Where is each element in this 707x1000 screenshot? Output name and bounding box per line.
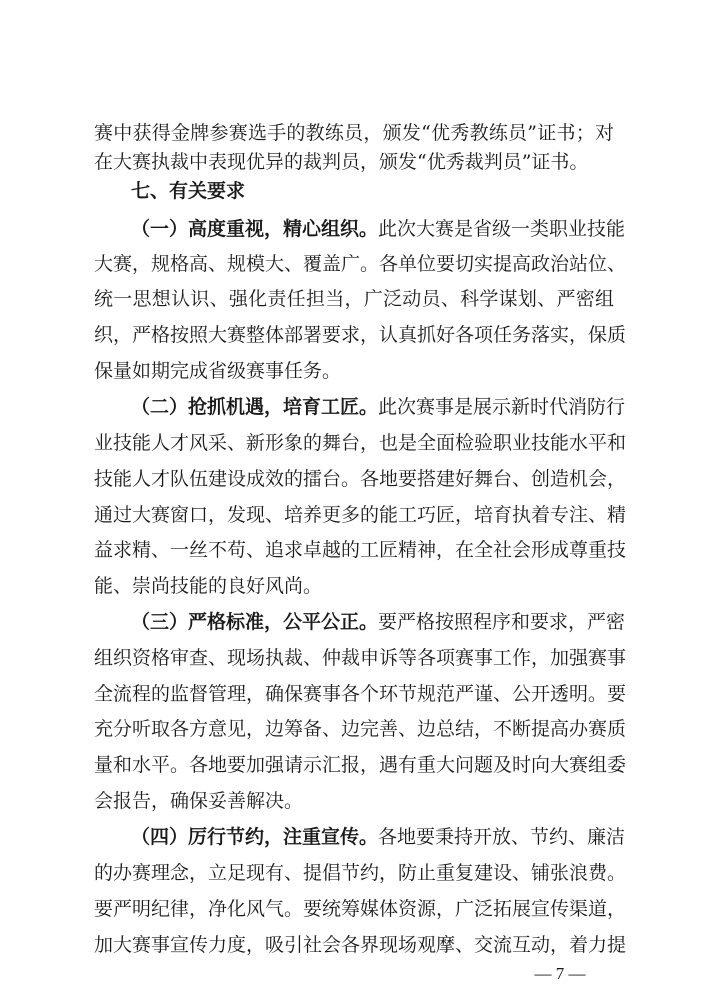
- body-text-line: 全流程的监督管理，确保赛事各个环节规范严谨、公开透明。要: [94, 683, 627, 705]
- body-text-line: 织，严格按照大赛整体部署要求，认真抓好各项任务落实，保质: [94, 324, 627, 346]
- body-text-line: 赛中获得金牌参赛选手的教练员，颁发“优秀教练员”证书；对: [94, 122, 614, 144]
- paragraph-text: 要严格按照程序和要求，严密: [378, 611, 626, 633]
- body-text-line: 益求精、一丝不苟、追求卓越的工匠精神，在全社会形成尊重技: [94, 539, 627, 561]
- page-number: — 7 —: [534, 964, 586, 983]
- body-text-line: 大赛，规格高、规模大、覆盖广。各单位要切实提高政治站位、: [94, 253, 627, 275]
- paragraph-text: 各地要秉持开放、节约、廉洁: [378, 826, 626, 848]
- paragraph-first-line: [131, 391, 626, 423]
- body-text-line: 量和水平。各地要加强请示汇报，遇有重大问题及时向大赛组委: [94, 754, 627, 776]
- paragraph-first-line: [131, 606, 626, 638]
- body-text-line: 的办赛理念，立足现有、提倡节约，防止重复建设、铺张浪费。: [94, 862, 627, 884]
- body-text-line: 要严明纪律，净化风气。要统筹媒体资源，广泛拓展宣传渠道，: [94, 898, 627, 920]
- body-text-line: 充分听取各方意见，边筹备、边完善、边总结，不断提高办赛质: [94, 718, 627, 740]
- body-text-line: 能、崇尚技能的良好风尚。: [94, 575, 323, 597]
- paragraph-lead: （三）严格标准，公平公正。: [131, 611, 379, 633]
- paragraph-text: 此次赛事是展示新时代消防行: [378, 396, 626, 418]
- body-text-line: 加大赛事宣传力度，吸引社会各界现场观摩、交流互动，着力提: [94, 934, 627, 956]
- body-text-line: 保量如期完成省级赛事任务。: [94, 360, 342, 382]
- paragraph-lead: （四）厉行节约，注重宣传。: [131, 826, 379, 848]
- body-text-line: 会报告，确保妥善解决。: [94, 790, 304, 812]
- body-text-line: 在大赛执裁中表现优异的裁判员，颁发“优秀裁判员”证书。: [94, 151, 589, 173]
- body-text-line: 业技能人才风采、新形象的舞台，也是全面检验职业技能水平和: [94, 432, 627, 454]
- paragraph-text: 此次大赛是省级一类职业技能: [378, 218, 626, 240]
- paragraph-lead: （一）高度重视，精心组织。: [131, 218, 379, 240]
- body-text-line: 组织资格审查、现场执裁、仲裁申诉等各项赛事工作，加强赛事: [94, 647, 627, 669]
- body-text-line: 通过大赛窗口，发现、培养更多的能工巧匠，培育执着专注、精: [94, 504, 627, 526]
- body-text-line: 统一思想认识、强化责任担当，广泛动员、科学谋划、严密组: [94, 288, 614, 310]
- paragraph-lead: （二）抢抓机遇，培育工匠。: [131, 396, 379, 418]
- body-text-line: 技能人才队伍建设成效的擂台。各地要搭建好舞台、创造机会，: [94, 468, 627, 490]
- section-heading: 七、有关要求: [131, 180, 246, 202]
- paragraph-first-line: [131, 213, 626, 245]
- paragraph-first-line: [131, 821, 626, 853]
